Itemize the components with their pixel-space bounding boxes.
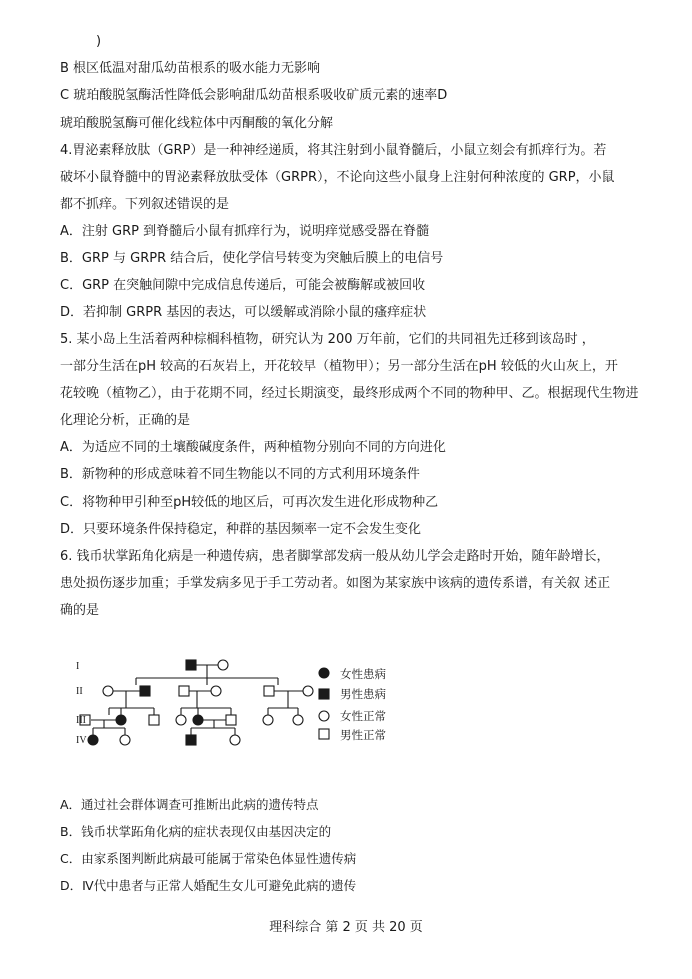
- text-line: 5. 某小岛上生活着两种棕榈科植物，研究认为 200 万年前，它们的共同祖先迁移到该岛时 ，: [60, 332, 595, 347]
- text-line: C 琥珀酸脱氢酶活性降低会影响甜瓜幼苗根系吸收矿质元素的速率D: [60, 88, 448, 103]
- text-line: 琥珀酸脱氢酶可催化线粒体中丙酮酸的氧化分解: [60, 116, 334, 131]
- generation-label: II: [76, 686, 83, 697]
- text-line: 患处损伤逐步加重；手掌发病多见于手工劳动者。如图为某家族中该病的遗传系谱，有关叙 述正: [60, 576, 611, 591]
- text-line: ): [96, 34, 102, 49]
- text-line: D．只要环境条件保持稳定，种群的基因频率一定不会发生变化: [60, 522, 422, 537]
- option-line: B．钱币状掌跖角化病的症状表现仅由基因决定的: [60, 824, 332, 839]
- pedigree-chart: [60, 652, 400, 757]
- text-line: 4.胃泌素释放肽（GRP）是一种神经递质，将其注射到小鼠脊髓后，小鼠立刻会有抓痒行为。若: [60, 143, 607, 158]
- legend-label: 女性患病: [340, 667, 386, 681]
- text-line: B 根区低温对甜瓜幼苗根系的吸水能力无影响: [60, 61, 321, 76]
- text-line: 花较晚（植物乙），由于花期不同，经过长期演变，最终形成两个不同的物种甲、乙。根据现代生物进: [60, 386, 639, 401]
- text-line: A．为适应不同的土壤酸碱度条件，两种植物分别向不同的方向进化: [60, 440, 446, 455]
- text-line: B．GRP 与 GRPR 结合后，使化学信号转变为突触后膜上的电信号: [60, 251, 444, 266]
- text-line: 化理论分析，正确的是: [60, 413, 191, 428]
- text-line: 确的是: [60, 603, 100, 618]
- generation-label: IV: [76, 735, 87, 746]
- text-line: 一部分生活在pH 较高的石灰岩上，开花较早（植物甲）；另一部分生活在pH 较低的火山灰上，开: [60, 359, 618, 374]
- generation-label: III: [76, 715, 86, 726]
- legend-label: 男性正常: [340, 728, 386, 742]
- text-line: B．新物种的形成意味着不同生物能以不同的方式利用环境条件: [60, 467, 420, 482]
- text-line: 6. 钱币状掌跖角化病是一种遗传病，患者脚掌部发病一般从幼儿学会走路时开始，随年龄增长，: [60, 549, 610, 564]
- text-line: D．若抑制 GRPR 基因的表达，可以缓解或消除小鼠的瘙痒症状: [60, 305, 427, 320]
- option-line: A．通过社会群体调查可推断出此病的遗传特点: [60, 797, 319, 812]
- text-line: C．将物种甲引种至pH较低的地区后，可再次发生进化形成物种乙: [60, 495, 439, 510]
- generation-label: I: [76, 661, 80, 672]
- text-line: 都不抓痒。下列叙述错误的是: [60, 197, 230, 212]
- legend-label: 女性正常: [340, 709, 386, 723]
- page-footer: 理科综合 第 2 页 共 20 页: [269, 920, 423, 935]
- text-line: 破坏小鼠脊髓中的胃泌素释放肽受体（GRPR），不论向这些小鼠身上注射何种浓度的 GRP，小鼠: [60, 170, 615, 185]
- option-line: D．Ⅳ代中患者与正常人婚配生女儿可避免此病的遗传: [60, 878, 357, 893]
- text-line: C．GRP 在突触间隙中完成信息传递后，可能会被酶解或被回收: [60, 278, 426, 293]
- text-line: A．注射 GRP 到脊髓后小鼠有抓痒行为，说明痒觉感受器在脊髓: [60, 224, 430, 239]
- legend-label: 男性患病: [340, 687, 386, 701]
- option-line: C．由家系图判断此病最可能属于常染色体显性遗传病: [60, 851, 357, 866]
